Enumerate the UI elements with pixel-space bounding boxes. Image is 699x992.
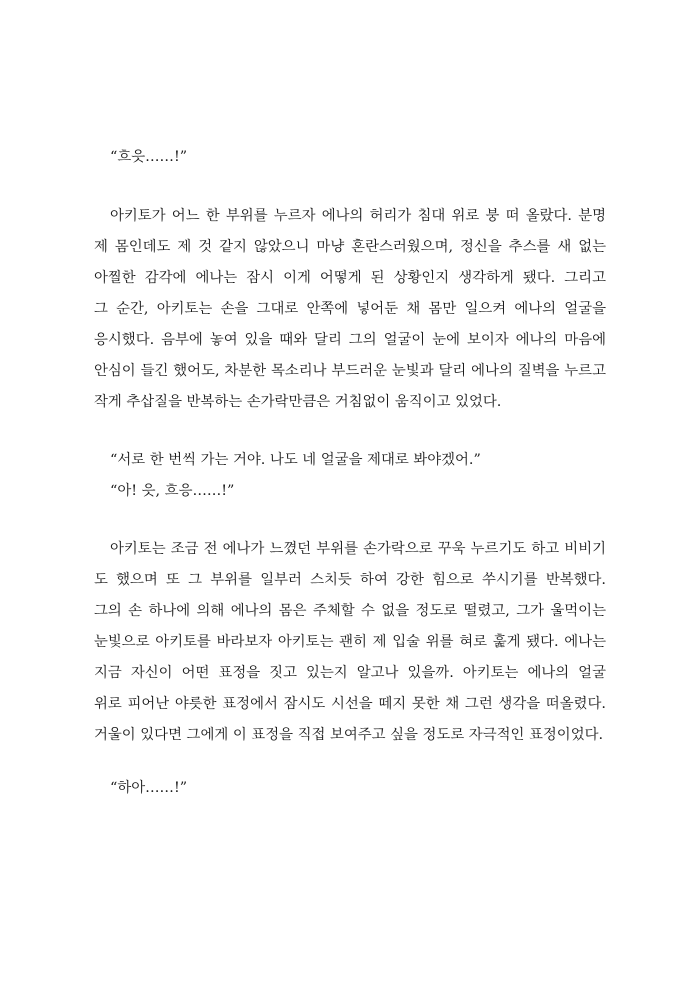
paragraph-line: 응시했다. 음부에 놓여 있을 때와 달리 그의 얼굴이 눈에 보이자 에나의 마음에 xyxy=(94,332,606,348)
dialogue-line: “서로 한 번씩 가는 거야. 나도 네 얼굴을 제대로 봐야겠어.” xyxy=(110,452,481,468)
paragraph-line: 눈빛으로 아키토를 바라보자 아키토는 괜히 제 입술 위를 혀로 훑게 됐다. 에나는 xyxy=(94,634,606,650)
paragraph-line: 그 순간, 아키토는 손을 그대로 안쪽에 넣어둔 채 몸만 일으켜 에나의 얼굴을 xyxy=(94,301,606,317)
paragraph-line: 거울이 있다면 그에게 이 표정을 직접 보여주고 싶을 정도로 자극적인 표정이었다. xyxy=(94,727,604,743)
paragraph-line: 안심이 들긴 했어도, 차분한 목소리나 부드러운 눈빛과 달리 에나의 질벽을 누르고 xyxy=(94,363,606,379)
paragraph-line: 도 했으며 또 그 부위를 일부러 스치듯 하여 강한 힘으로 쑤시기를 반복했다. xyxy=(94,572,606,588)
dialogue-line: “하아……!” xyxy=(110,780,188,796)
dialogue-line: “아! 읏, 흐응……!” xyxy=(110,483,235,499)
paragraph-line: 지금 자신이 어떤 표정을 짓고 있는지 알고나 있을까. 아키토는 에나의 얼굴 xyxy=(94,665,606,681)
paragraph-line: 위로 피어난 야릇한 표정에서 잠시도 시선을 떼지 못한 채 그런 생각을 떠올렸다. xyxy=(94,696,606,712)
paragraph-line: 아키토는 조금 전 에나가 느꼈던 부위를 손가락으로 꾸욱 누르기도 하고 비비기 xyxy=(110,541,606,557)
dialogue-line: “흐읏……!” xyxy=(110,149,188,165)
paragraph-line: 아키토가 어느 한 부위를 누르자 에나의 허리가 침대 위로 붕 떠 올랐다. 분명 xyxy=(110,208,606,224)
paragraph-line: 작게 추삽질을 반복하는 손가락만큼은 거침없이 움직이고 있었다. xyxy=(94,394,502,410)
paragraph-line: 제 몸인데도 제 것 같지 않았으니 마냥 혼란스러웠으며, 정신을 추스를 새 없는 xyxy=(94,239,606,255)
paragraph-line: 아찔한 감각에 에나는 잠시 이게 어떻게 된 상황인지 생각하게 됐다. 그리고 xyxy=(94,270,606,286)
paragraph-line: 그의 손 하나에 의해 에나의 몸은 주체할 수 없을 정도로 떨렸고, 그가 울먹이는 xyxy=(94,603,606,619)
